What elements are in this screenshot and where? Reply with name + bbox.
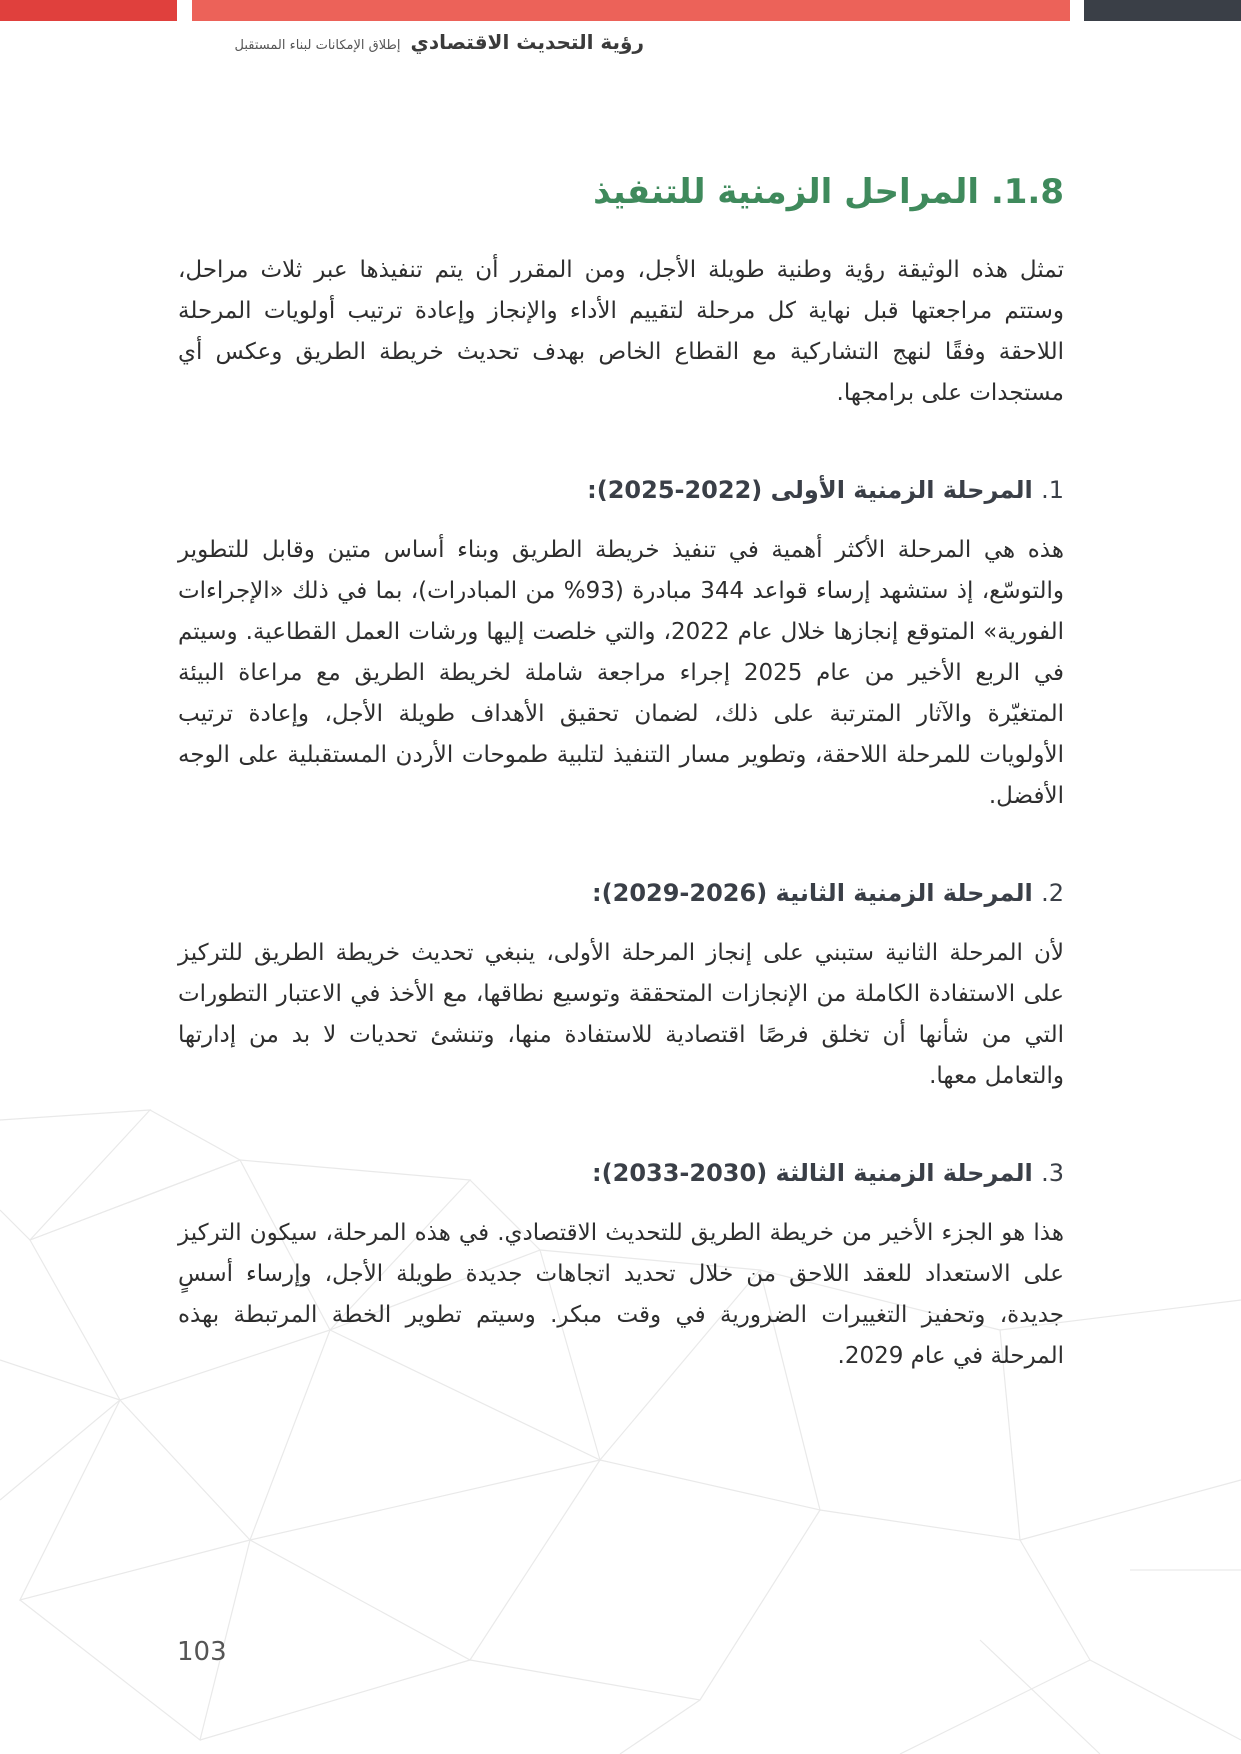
section-intro: تمثل هذه الوثيقة رؤية وطنية طويلة الأجل، ومن المقرر أن يتم تنفيذها عبر ثلاث مراحل، وستتم مراجعتها قبل نهاية كل مرحلة لتقييم الأداء والإنجاز وإعادة ترتيب أولويات المرحلة اللاحقة وفقًا لنهج التشاركية مع القطاع الخاص بهدف تحديث خريطة الطريق وعكس أي مستجدات على برامجها. (178, 257, 1064, 406)
phase-3-text: هذا هو الجزء الأخير من خريطة الطريق للتحديث الاقتصادي. في هذه المرحلة، سيكون التركيز على الاستعداد للعقد اللاحق من خلال تحديد اتجاهات جديدة طويلة الأجل، وإرساء أسسٍ جديدة، وتحفيز التغييرات الضرورية في وقت مبكر. وسيتم تطوير الخطة المرتبطة بهذه المرحلة في عام 2029. (178, 1220, 1064, 1369)
phase-1-text: هذه هي المرحلة الأكثر أهمية في تنفيذ خريطة الطريق وبناء أساس متين وقابل للتطوير والتوسّع، إذ ستشهد إرساء قواعد 344 مبادرة (93% من المبادرات)، بما في ذلك «الإجراءات الفورية» المتوقع إنجازها خلال عام 2022، والتي خلصت إليها ورشات العمل القطاعية. وسيتم في الربع الأخير من عام 2025 إجراء مراجعة شاملة لخريطة الطريق مع مراعاة البيئة المتغيّرة والآثار المترتبة على ذلك، لضمان تحقيق الأهداف طويلة الأجل، وإعادة ترتيب الأولويات للمرحلة اللاحقة، وتطوير مسار التنفيذ لتلبية طموحات الأردن المستقبلية على الوجه الأفضل. (178, 537, 1064, 809)
phase-number: 3. (1041, 1159, 1064, 1187)
page-number: 103 (177, 1637, 227, 1667)
running-header (235, 30, 645, 54)
header-subtitle: إطلاق الإمكانات لبناء المستقبل (234, 38, 401, 53)
phase-number: 1. (1041, 476, 1064, 504)
phase-title: المرحلة الزمنية الأولى (2022-2025): (587, 476, 1033, 504)
phase-2-text: لأن المرحلة الثانية ستبني على إنجاز المرحلة الأولى، ينبغي تحديث خريطة الطريق للتركيز على الاستفادة الكاملة من الإنجازات المتحققة وتوسيع نطاقها، مع الأخذ في الاعتبار التطورات التي من شأنها أن تخلق فرصًا اقتصادية للاستفادة منها، وتنشئ تحديات لا بد من إدارتها والتعامل معها. (178, 940, 1064, 1089)
header-bar-red (0, 0, 177, 21)
header-bar-salmon (192, 0, 1070, 21)
main-content (178, 168, 1064, 1377)
section-title: 1.8. المراحل الزمنية للتنفيذ (593, 172, 1064, 212)
header-title: رؤية التحديث الاقتصادي (410, 30, 644, 54)
phase-title: المرحلة الزمنية الثالثة (2030-2033): (592, 1159, 1033, 1187)
header-bar-dark (1084, 0, 1241, 21)
phase-2-heading (178, 875, 1064, 911)
phase-number: 2. (1041, 879, 1064, 907)
phase-3-heading (178, 1155, 1064, 1191)
phase-1-heading (178, 472, 1064, 508)
phase-title: المرحلة الزمنية الثانية (2026-2029): (592, 879, 1033, 907)
